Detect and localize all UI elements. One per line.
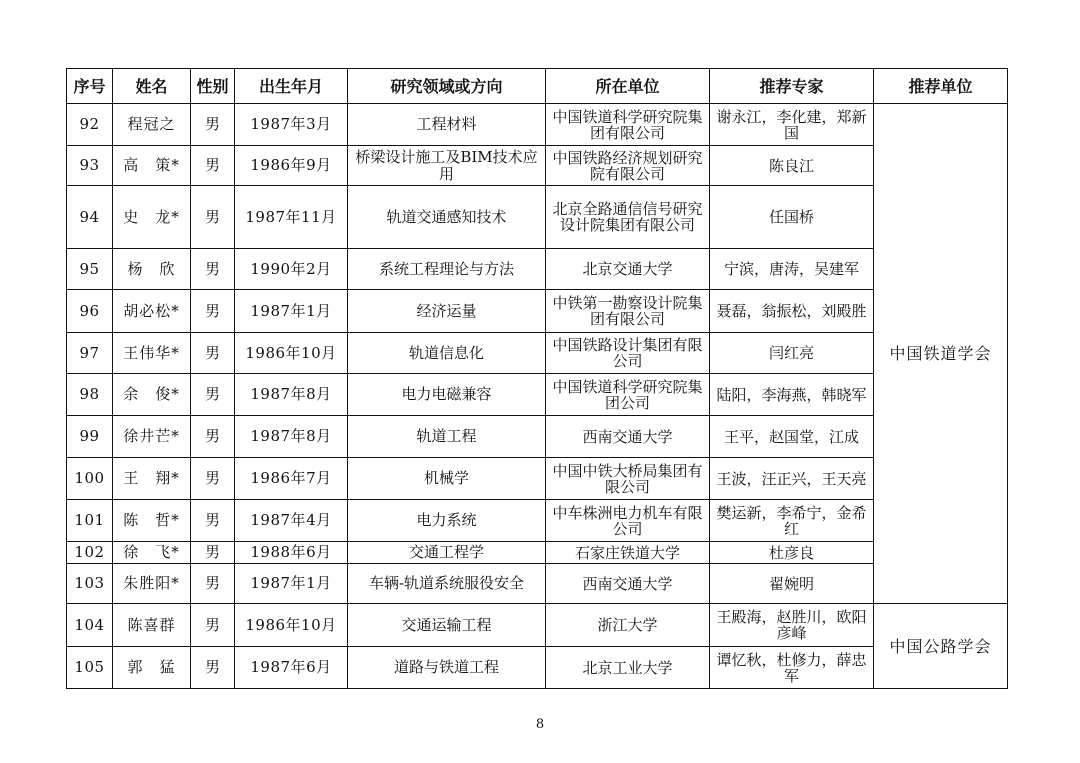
cell-recommender: 任国桥	[710, 186, 874, 249]
cell-unit: 浙江大学	[546, 604, 710, 647]
cell-seq: 92	[67, 104, 113, 146]
cell-unit: 北京全路通信信号研究设计院集团有限公司	[546, 186, 710, 249]
cell-name: 程冠之	[113, 104, 191, 146]
table-row	[67, 290, 1008, 333]
table-row	[67, 604, 1008, 647]
table-row	[67, 374, 1008, 416]
header-org: 推荐单位	[874, 69, 1008, 104]
cell-birth: 1987年11月	[235, 186, 348, 249]
cell-seq: 105	[67, 647, 113, 689]
header-birth: 出生年月	[235, 69, 348, 104]
table-row	[67, 542, 1008, 564]
cell-gender: 男	[191, 542, 235, 564]
table-row	[67, 333, 1008, 374]
page-number: 8	[535, 717, 545, 732]
cell-field: 交通运输工程	[348, 604, 546, 647]
cell-field: 经济运量	[348, 290, 546, 333]
cell-unit: 西南交通大学	[546, 564, 710, 604]
cell-seq: 98	[67, 374, 113, 416]
cell-gender: 男	[191, 458, 235, 500]
header-row	[67, 69, 1008, 104]
cell-name: 胡必松*	[113, 290, 191, 333]
cell-birth: 1986年10月	[235, 604, 348, 647]
cell-gender: 男	[191, 186, 235, 249]
header-gender: 性别	[191, 69, 235, 104]
cell-gender: 男	[191, 374, 235, 416]
cell-recommender: 王波，汪正兴，王天亮	[710, 458, 874, 500]
cell-field: 交通工程学	[348, 542, 546, 564]
cell-org-railway: 中国铁道学会	[874, 104, 1008, 604]
cell-field: 电力系统	[348, 500, 546, 542]
cell-seq: 93	[67, 146, 113, 186]
table-row	[67, 416, 1008, 458]
cell-gender: 男	[191, 104, 235, 146]
header-unit: 所在单位	[546, 69, 710, 104]
cell-gender: 男	[191, 604, 235, 647]
cell-recommender: 宁滨，唐涛，吴建军	[710, 249, 874, 290]
cell-gender: 男	[191, 500, 235, 542]
cell-birth: 1987年6月	[235, 647, 348, 689]
cell-birth: 1990年2月	[235, 249, 348, 290]
cell-field: 轨道工程	[348, 416, 546, 458]
cell-field: 系统工程理论与方法	[348, 249, 546, 290]
table-row	[67, 249, 1008, 290]
cell-gender: 男	[191, 146, 235, 186]
cell-name: 朱胜阳*	[113, 564, 191, 604]
cell-name: 史 龙*	[113, 186, 191, 249]
cell-field: 桥梁设计施工及BIM技术应用	[348, 146, 546, 186]
cell-birth: 1986年10月	[235, 333, 348, 374]
cell-field: 轨道信息化	[348, 333, 546, 374]
header-field: 研究领域或方向	[348, 69, 546, 104]
cell-seq: 95	[67, 249, 113, 290]
cell-seq: 96	[67, 290, 113, 333]
cell-seq: 103	[67, 564, 113, 604]
header-recommender: 推荐专家	[710, 69, 874, 104]
cell-seq: 100	[67, 458, 113, 500]
cell-recommender: 翟婉明	[710, 564, 874, 604]
cell-birth: 1987年1月	[235, 564, 348, 604]
cell-birth: 1987年3月	[235, 104, 348, 146]
cell-birth: 1987年8月	[235, 416, 348, 458]
table-row	[67, 104, 1008, 146]
cell-unit: 中国中铁大桥局集团有限公司	[546, 458, 710, 500]
cell-recommender: 陆阳，李海燕，韩晓军	[710, 374, 874, 416]
cell-gender: 男	[191, 647, 235, 689]
cell-seq: 97	[67, 333, 113, 374]
cell-birth: 1986年9月	[235, 146, 348, 186]
cell-unit: 北京交通大学	[546, 249, 710, 290]
table-row	[67, 500, 1008, 542]
cell-recommender: 王殿海，赵胜川，欧阳彦峰	[710, 604, 874, 647]
cell-name: 杨 欣	[113, 249, 191, 290]
cell-name: 余 俊*	[113, 374, 191, 416]
cell-birth: 1987年4月	[235, 500, 348, 542]
cell-unit: 中国铁道科学研究院集团有限公司	[546, 104, 710, 146]
cell-gender: 男	[191, 333, 235, 374]
cell-name: 王伟华*	[113, 333, 191, 374]
cell-seq: 101	[67, 500, 113, 542]
cell-seq: 99	[67, 416, 113, 458]
header-seq: 序号	[67, 69, 113, 104]
cell-gender: 男	[191, 416, 235, 458]
cell-birth: 1987年8月	[235, 374, 348, 416]
cell-gender: 男	[191, 249, 235, 290]
cell-name: 徐 飞*	[113, 542, 191, 564]
cell-recommender: 闫红亮	[710, 333, 874, 374]
cell-recommender: 樊运新，李希宁，金希红	[710, 500, 874, 542]
cell-recommender: 谭忆秋，杜修力，薛忠军	[710, 647, 874, 689]
cell-name: 陈 哲*	[113, 500, 191, 542]
cell-unit: 中车株洲电力机车有限公司	[546, 500, 710, 542]
cell-name: 郭 猛	[113, 647, 191, 689]
cell-recommender: 杜彦良	[710, 542, 874, 564]
table-row	[67, 458, 1008, 500]
cell-unit: 中国铁道科学研究院集团公司	[546, 374, 710, 416]
cell-field: 工程材料	[348, 104, 546, 146]
header-name: 姓名	[113, 69, 191, 104]
cell-field: 道路与铁道工程	[348, 647, 546, 689]
cell-org-highway: 中国公路学会	[874, 604, 1008, 689]
cell-field: 机械学	[348, 458, 546, 500]
cell-recommender: 陈良江	[710, 146, 874, 186]
cell-unit: 西南交通大学	[546, 416, 710, 458]
cell-unit: 北京工业大学	[546, 647, 710, 689]
cell-unit: 石家庄铁道大学	[546, 542, 710, 564]
cell-seq: 94	[67, 186, 113, 249]
cell-unit: 中铁第一勘察设计院集团有限公司	[546, 290, 710, 333]
table-row	[67, 564, 1008, 604]
cell-field: 车辆-轨道系统服役安全	[348, 564, 546, 604]
cell-gender: 男	[191, 564, 235, 604]
cell-name: 高 策*	[113, 146, 191, 186]
cell-birth: 1987年1月	[235, 290, 348, 333]
table-row	[67, 647, 1008, 689]
cell-name: 徐井芒*	[113, 416, 191, 458]
nominee-table	[66, 68, 1008, 689]
cell-unit: 中国铁路经济规划研究院有限公司	[546, 146, 710, 186]
cell-seq: 102	[67, 542, 113, 564]
cell-birth: 1988年6月	[235, 542, 348, 564]
cell-birth: 1986年7月	[235, 458, 348, 500]
table-row	[67, 186, 1008, 249]
cell-recommender: 聂磊，翁振松，刘殿胜	[710, 290, 874, 333]
cell-name: 王 翔*	[113, 458, 191, 500]
cell-seq: 104	[67, 604, 113, 647]
cell-field: 电力电磁兼容	[348, 374, 546, 416]
cell-field: 轨道交通感知技术	[348, 186, 546, 249]
table-row	[67, 146, 1008, 186]
cell-recommender: 谢永江，李化建，郑新国	[710, 104, 874, 146]
cell-recommender: 王平，赵国堂，江成	[710, 416, 874, 458]
cell-unit: 中国铁路设计集团有限公司	[546, 333, 710, 374]
cell-name: 陈喜群	[113, 604, 191, 647]
cell-gender: 男	[191, 290, 235, 333]
